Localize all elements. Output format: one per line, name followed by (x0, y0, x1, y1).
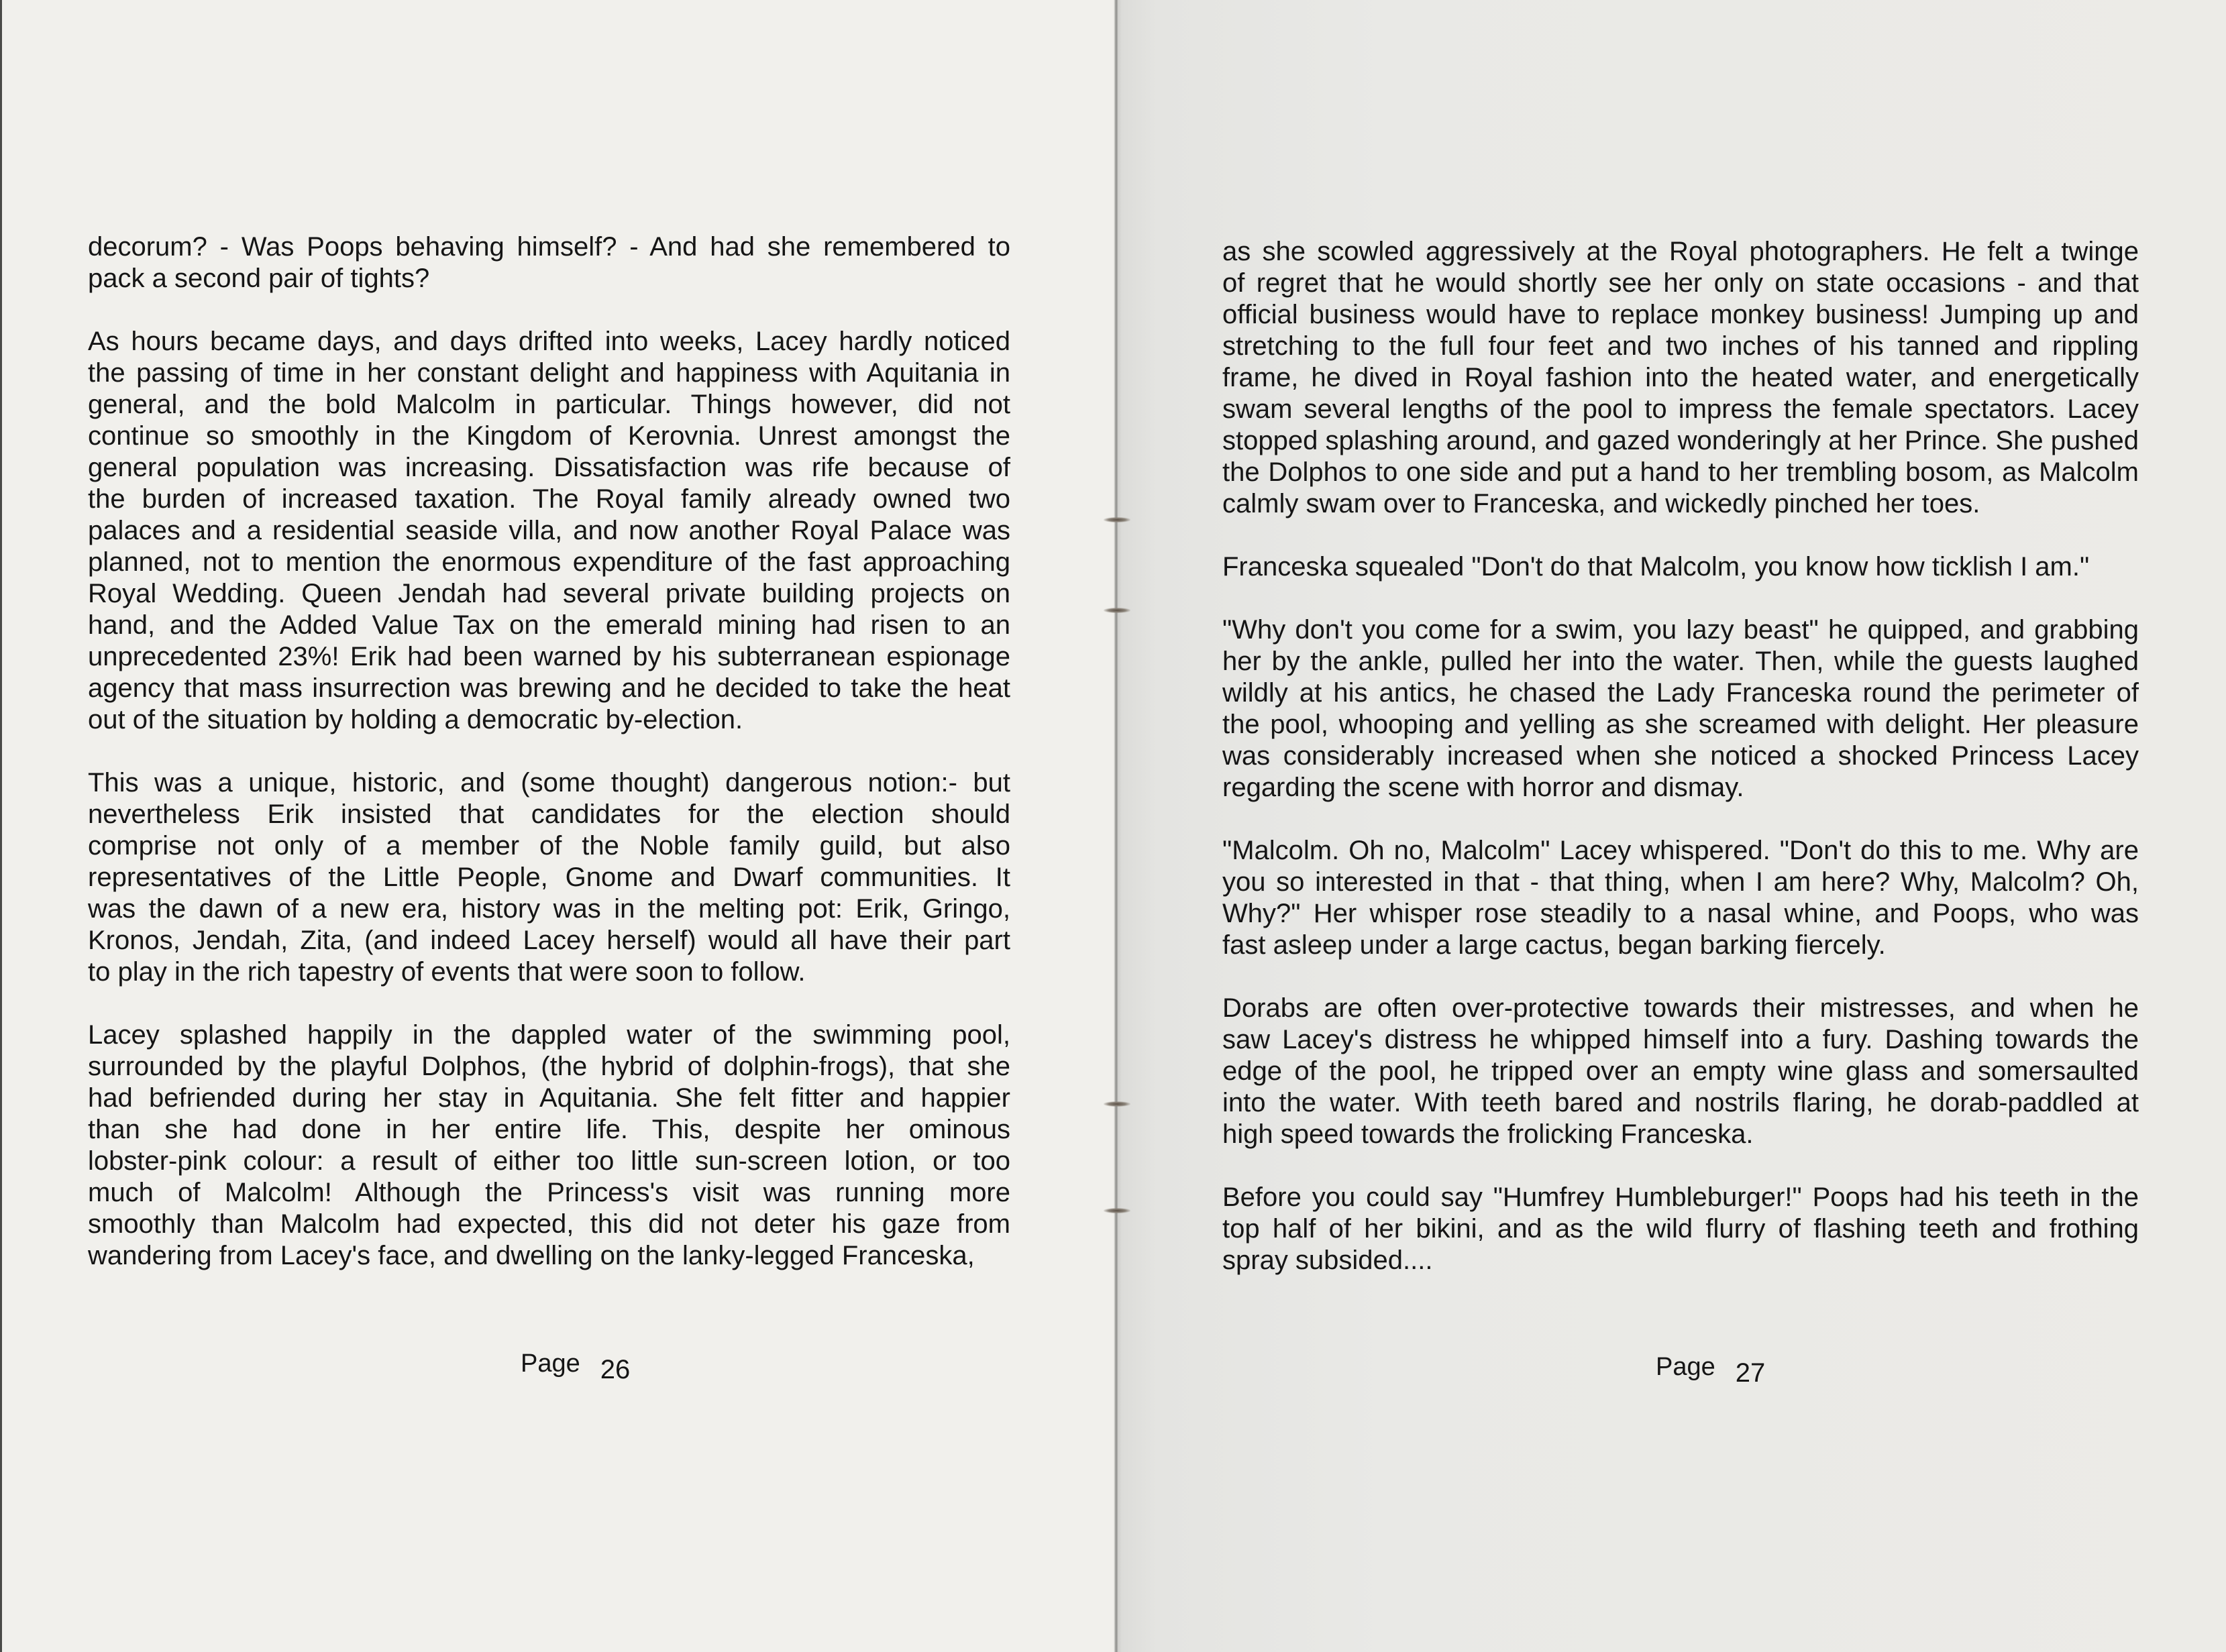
text-line: wandering from Lacey's face, and dwelling on the lanky-legged Franceska, (88, 1241, 975, 1270)
paragraph (1222, 236, 2139, 520)
text-line: surrounded by the playful Dolphos, (the hybrid of dolphin-frogs), that she (88, 1052, 1010, 1081)
text-line: This was a unique, historic, and (some thought) dangerous notion:- but (88, 768, 1010, 797)
text-line: planned, not to mention the enormous expenditure of the fast approaching (88, 547, 1010, 577)
paragraph-gap (1222, 1150, 2139, 1182)
staple-icon (1104, 608, 1130, 613)
text-line: lobster-pink colour: a result of either too little sun-screen lotion, or too (88, 1146, 1010, 1176)
paragraph-gap (1222, 520, 2139, 551)
text-line: Lacey splashed happily in the dappled water of the swimming pool, (88, 1020, 1010, 1050)
text-line: "Why don't you come for a swim, you lazy beast" he quipped, and grabbing (1222, 615, 2139, 645)
page-number: 26 (600, 1355, 631, 1384)
text-line: had befriended during her stay in Aquitania. She felt fitter and happier (88, 1083, 1010, 1113)
text-line: Before you could say "Humfrey Humbleburger!" Poops had his teeth in the (1222, 1182, 2139, 1212)
text-line: Royal Wedding. Queen Jendah had several private building projects on (88, 579, 1010, 608)
text-line: much of Malcolm! Although the Princess's visit was running more (88, 1178, 1010, 1207)
page-label: Page (521, 1350, 580, 1378)
text-line: comprise not only of a member of the Noble family guild, but also (88, 831, 1010, 861)
paragraph (88, 1020, 1010, 1272)
text-line: "Malcolm. Oh no, Malcolm" Lacey whispered. "Don't do this to me. Why are (1222, 836, 2139, 865)
text-line: As hours became days, and days drifted into weeks, Lacey hardly noticed (88, 327, 1010, 356)
text-line: you so interested in that - that thing, when I am here? Why, Malcolm? Oh, (1222, 867, 2139, 897)
text-line: top half of her bikini, and as the wild flurry of flashing teeth and frothing (1222, 1214, 2139, 1244)
text-line: pack a second pair of tights? (88, 264, 430, 293)
staple-icon (1104, 1208, 1130, 1213)
staple-icon (1104, 517, 1130, 522)
page-number-footer (1656, 1352, 1766, 1388)
paragraph-gap (88, 736, 1010, 767)
text-line: as she scowled aggressively at the Royal photographers. He felt a twinge (1222, 237, 2139, 266)
text-line: her by the ankle, pulled her into the water. Then, while the guests laughed (1222, 647, 2139, 676)
paragraph-gap (1222, 961, 2139, 993)
text-line: out of the situation by holding a democratic by-election. (88, 705, 743, 734)
text-line: Dorabs are often over-protective towards their mistresses, and when he (1222, 993, 2139, 1023)
paragraph (88, 231, 1010, 294)
text-line: Franceska squealed "Don't do that Malcolm, you know how ticklish I am." (1222, 552, 2090, 582)
text-line: palaces and a residential seaside villa, and now another Royal Palace was (88, 516, 1010, 545)
text-line: representatives of the Little People, Gnome and Dwarf communities. It (88, 863, 1010, 892)
staple-icon (1104, 1101, 1130, 1107)
paragraph-gap (1222, 583, 2139, 614)
left-page-body (88, 231, 1010, 1272)
text-line: was considerably increased when she noticed a shocked Princess Lacey (1222, 741, 2139, 771)
text-line: regarding the scene with horror and dismay. (1222, 773, 1744, 802)
text-line: stretching to the full four feet and two inches of his tanned and rippling (1222, 331, 2139, 361)
text-line: general population was increasing. Dissatisfaction was rife because of (88, 453, 1010, 482)
text-line: official business would have to replace monkey business! Jumping up and (1222, 300, 2139, 329)
text-line: nevertheless Erik insisted that candidates for the election should (88, 800, 1010, 829)
text-line: the pool, whooping and yelling as she screamed with delight. Her pleasure (1222, 710, 2139, 739)
text-line: swam several lengths of the pool to impress the female spectators. Lacey (1222, 394, 2139, 424)
text-line: edge of the pool, he tripped over an empty wine glass and somersaulted (1222, 1056, 2139, 1086)
text-line: general, and the bold Malcolm in particular. Things however, did not (88, 390, 1010, 419)
text-line: frame, he dived in Royal fashion into the heated water, and energetically (1222, 363, 2139, 392)
text-line: saw Lacey's distress he whipped himself into a fury. Dashing towards the (1222, 1025, 2139, 1054)
text-line: smoothly than Malcolm had expected, this did not deter his gaze from (88, 1209, 1010, 1239)
paragraph-gap (88, 294, 1010, 326)
paragraph (1222, 551, 2139, 583)
text-line: the Dolphos to one side and put a hand to her trembling bosom, as Malcolm (1222, 457, 2139, 487)
text-line: spray subsided.... (1222, 1246, 1433, 1275)
text-line: hand, and the Added Value Tax on the emerald mining had risen to an (88, 610, 1010, 640)
text-line: of regret that he would shortly see her only on state occasions - and that (1222, 268, 2139, 298)
text-line: wildly at his antics, he chased the Lady Franceska round the perimeter of (1222, 678, 2139, 708)
text-line: agency that mass insurrection was brewing and he decided to take the heat (88, 673, 1010, 703)
text-line: than she had done in her entire life. This, despite her ominous (88, 1115, 1010, 1144)
text-line: Why?" Her whisper rose steadily to a nasal whine, and Poops, who was (1222, 899, 2139, 928)
text-line: the burden of increased taxation. The Royal family already owned two (88, 484, 1010, 514)
text-line: to play in the rich tapestry of events that were soon to follow. (88, 957, 806, 987)
right-page (1116, 0, 2226, 1652)
book-spine-fold (1114, 0, 1118, 1652)
page-number: 27 (1735, 1358, 1766, 1388)
page-label: Page (1656, 1353, 1715, 1381)
page-number-footer (521, 1348, 631, 1384)
paragraph (1222, 614, 2139, 804)
text-line: high speed towards the frolicking Franceska. (1222, 1119, 1754, 1149)
text-line: Kronos, Jendah, Zita, (and indeed Lacey herself) would all have their part (88, 926, 1010, 955)
text-line: fast asleep under a large cactus, began barking fiercely. (1222, 930, 1886, 960)
text-line: into the water. With teeth bared and nostrils flaring, he dorab-paddled at (1222, 1088, 2139, 1117)
text-line: calmly swam over to Franceska, and wickedly pinched her toes. (1222, 489, 1980, 518)
paragraph (88, 767, 1010, 988)
text-line: decorum? - Was Poops behaving himself? - And had she remembered to (88, 232, 1010, 262)
paragraph (1222, 835, 2139, 961)
text-line: the passing of time in her constant delight and happiness with Aquitania in (88, 358, 1010, 388)
right-page-body (1222, 236, 2139, 1276)
paragraph (88, 326, 1010, 736)
text-line: was the dawn of a new era, history was in the melting pot: Erik, Gringo, (88, 894, 1010, 924)
text-line: stopped splashing around, and gazed wonderingly at her Prince. She pushed (1222, 426, 2139, 455)
text-line: unprecedented 23%! Erik had been warned by his subterranean espionage (88, 642, 1010, 671)
paragraph (1222, 993, 2139, 1150)
text-line: continue so smoothly in the Kingdom of Kerovnia. Unrest amongst the (88, 421, 1010, 451)
paragraph-gap (1222, 804, 2139, 835)
paragraph-gap (88, 988, 1010, 1020)
paragraph (1222, 1182, 2139, 1276)
